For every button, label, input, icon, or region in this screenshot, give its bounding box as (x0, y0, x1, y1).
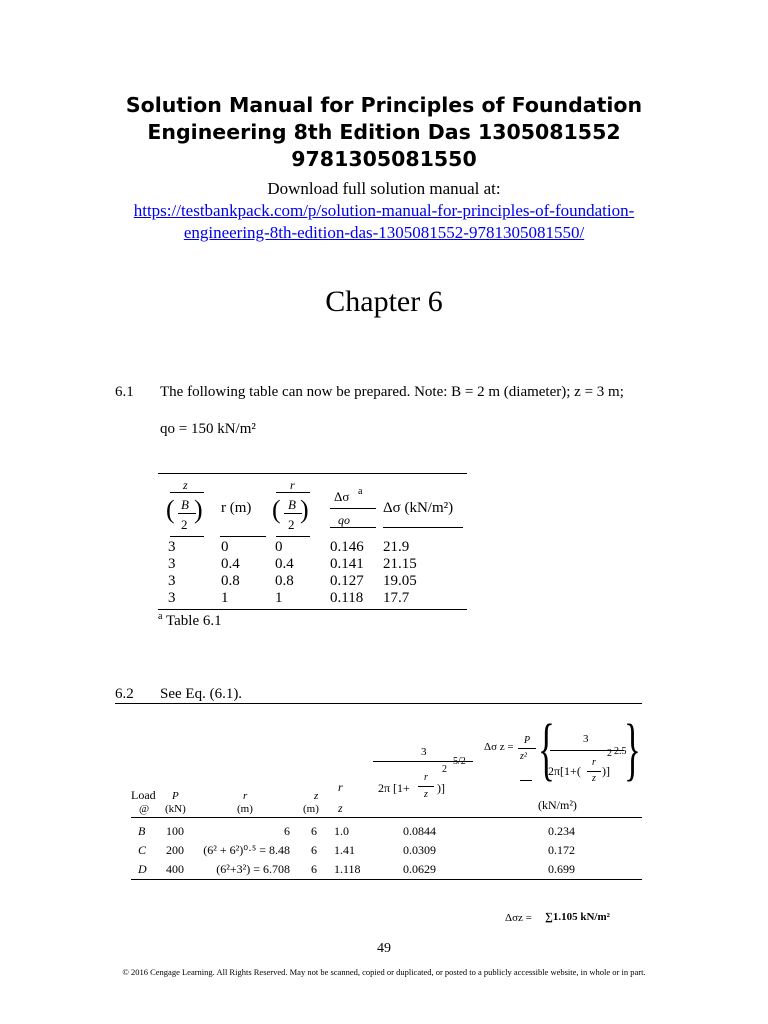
hdr-rz-r: r (338, 780, 343, 794)
download-link-line-2[interactable]: engineering-8th-edition-das-1305081552-9781305081550/ (183, 223, 585, 242)
hdr-Pz-rule (518, 748, 536, 749)
row-ds: 0.172 (548, 843, 575, 857)
row-rz: 1.118 (334, 862, 361, 876)
table-6-1-top-rule (158, 473, 467, 474)
table-6-2-header-rule (131, 817, 642, 818)
title-line-2: Engineering 8th Edition Das 1305081552 (147, 120, 621, 144)
download-block (60, 178, 708, 244)
hdr-exp-52: 5/2 (453, 756, 466, 767)
download-link-line-1[interactable]: https://testbankpack.com/p/solution-manual-for-principles-of-foundation- (133, 201, 635, 220)
hdr-dash (520, 780, 532, 781)
hdr-frac-r-rule (418, 786, 434, 787)
hdr-exp-2b: 2 (607, 748, 612, 759)
col3-rule (276, 536, 310, 537)
header-B-2: B (288, 497, 296, 512)
table-cell: 3 (168, 556, 176, 572)
row-ds: 0.699 (548, 862, 575, 876)
table-cell: 1 (275, 590, 283, 606)
table-cell: 0.146 (330, 539, 364, 555)
hdr-num3b: 3 (583, 733, 589, 745)
header-r: r (290, 478, 295, 492)
problem-6-2-text: See Eq. (6.1). (160, 686, 243, 702)
problem-6-1-text: The following table can now be prepared. Note: B = 2 m (diameter); z = 3 m; (160, 384, 624, 400)
table-cell: 0.4 (275, 556, 294, 572)
download-text: Download full solution manual at: (267, 179, 501, 198)
problem-number-6-2: 6.2 (115, 686, 134, 702)
row-ds: 0.234 (548, 824, 575, 838)
table-cell: 21.15 (383, 556, 417, 572)
hdr-frac-r-2: r (592, 757, 596, 768)
hdr-exp-25: 2.5 (614, 746, 627, 757)
paren-right-1: ) (194, 495, 203, 524)
chapter-heading: Chapter 6 (325, 285, 443, 318)
hdr-brace-left: { (538, 711, 555, 788)
table-cell: 0.8 (275, 573, 294, 589)
hdr-brace-right: } (624, 711, 641, 788)
header-qo: qo (338, 513, 350, 527)
header-footnote-a: a (358, 486, 363, 497)
hdr-z-col: z (314, 790, 319, 802)
table-cell: 0.118 (330, 590, 364, 606)
hdr-bracket-text: [1+ (393, 781, 410, 795)
hdr-rz-z: z (338, 801, 343, 815)
paren-right-2: ) (300, 495, 309, 524)
table-cell: 0 (221, 539, 229, 555)
header-dsigma: Δσ (334, 489, 350, 504)
header-z-rule (170, 492, 204, 493)
hdr-frac-z: z (424, 789, 428, 800)
hdr-kN: (kN) (165, 803, 186, 815)
table-cell: 0.127 (330, 573, 364, 589)
hdr-formula-2: 2π[1+( (548, 764, 581, 778)
hdr-at: @ (139, 803, 150, 815)
row-P: 400 (166, 862, 184, 876)
hdr-P: P (524, 735, 531, 746)
hdr-load: Load (131, 788, 156, 802)
problem-number-6-1: 6.1 (115, 384, 134, 400)
table-cell: 0 (275, 539, 283, 555)
row-z: 6 (311, 824, 317, 838)
table-cell: 3 (168, 573, 176, 589)
col1-rule (170, 536, 204, 537)
table-cell: 19.05 (383, 573, 417, 589)
row-z: 6 (311, 862, 317, 876)
hdr-z2: z² (520, 751, 527, 762)
header-dsigma-rule (330, 508, 376, 509)
qo-text: qo = 150 kN/m² (160, 421, 256, 437)
sum-value: ∑1.105 kN/m² (545, 911, 610, 923)
hdr-bracket-close: )] (437, 781, 445, 795)
table-cell: 1 (221, 590, 229, 606)
row-r: 6 (284, 824, 290, 838)
header-two-2: 2 (288, 517, 295, 532)
row-P: 100 (166, 824, 184, 838)
table-6-1-bottom-rule (158, 609, 467, 610)
row-rz: 1.0 (334, 824, 349, 838)
sum-label: Δσz = (505, 912, 532, 924)
table-cell: 17.7 (383, 590, 410, 606)
col4-rule (330, 527, 376, 528)
hdr-num3: 3 (421, 746, 427, 758)
table-cell: 0.8 (221, 573, 240, 589)
row-P: 200 (166, 843, 184, 857)
title-line-3: 9781305081550 (291, 147, 477, 171)
header-B: B (181, 497, 189, 512)
header-dsigma-kn: Δσ (kN/m²) (383, 500, 454, 516)
table-6-2-bottom-rule (131, 879, 642, 880)
paren-left-1: ( (166, 495, 175, 524)
row-z: 6 (311, 843, 317, 857)
footnote-text: Table 6.1 (166, 613, 222, 629)
row-r: (6²+3²) = 6.708 (216, 862, 290, 876)
footnote-mark: a (158, 611, 163, 622)
row-load: D (138, 862, 147, 876)
hdr-2pi: 2π (378, 781, 391, 795)
row-rz: 1.41 (334, 843, 355, 857)
hdr-dsig-label: Δσ z = (484, 741, 514, 753)
header-two: 2 (181, 517, 188, 532)
table-cell: 21.9 (383, 539, 410, 555)
row-f: 0.0309 (403, 843, 436, 857)
hdr-frac-r: r (424, 772, 428, 783)
title-line-1: Solution Manual for Principles of Foundation (125, 93, 643, 117)
table-cell: 0.141 (330, 556, 364, 572)
document-title (100, 92, 668, 173)
col2-rule (220, 536, 266, 537)
hdr-kn-m2: (kN/m²) (538, 798, 577, 812)
hdr-frac-rule-2 (550, 750, 624, 751)
col5-rule (383, 527, 463, 528)
hdr-frac-z-2: z (592, 773, 596, 784)
header-r-m: r (m) (221, 500, 252, 516)
row-f: 0.0844 (403, 824, 436, 838)
row-load: C (138, 843, 147, 857)
hdr-formula-2-close: )] (602, 764, 610, 778)
hdr-exp-2: 2 (442, 764, 447, 775)
hdr-r-col: r (243, 790, 248, 802)
table-6-2-top-rule (115, 703, 642, 704)
hdr-P-col: P (172, 790, 179, 802)
row-load: B (138, 824, 146, 838)
header-z: z (183, 478, 188, 492)
paren-left-2: ( (272, 495, 281, 524)
row-r: (6² + 6²)⁰·⁵ = 8.48 (203, 843, 290, 857)
hdr-zm: (m) (303, 803, 319, 815)
table-cell: 3 (168, 539, 176, 555)
table-cell: 3 (168, 590, 176, 606)
hdr-frac-r-2-rule (587, 771, 601, 772)
copyright-footer: © 2016 Cengage Learning. All Rights Reserved. May not be scanned, copied or duplicated, or posted to a publicly accessible website, in whole or in part. (122, 967, 646, 977)
row-f: 0.0629 (403, 862, 436, 876)
table-cell: 0.4 (221, 556, 240, 572)
header-r-rule (276, 492, 310, 493)
page-number: 49 (377, 941, 391, 956)
hdr-m: (m) (237, 803, 253, 815)
